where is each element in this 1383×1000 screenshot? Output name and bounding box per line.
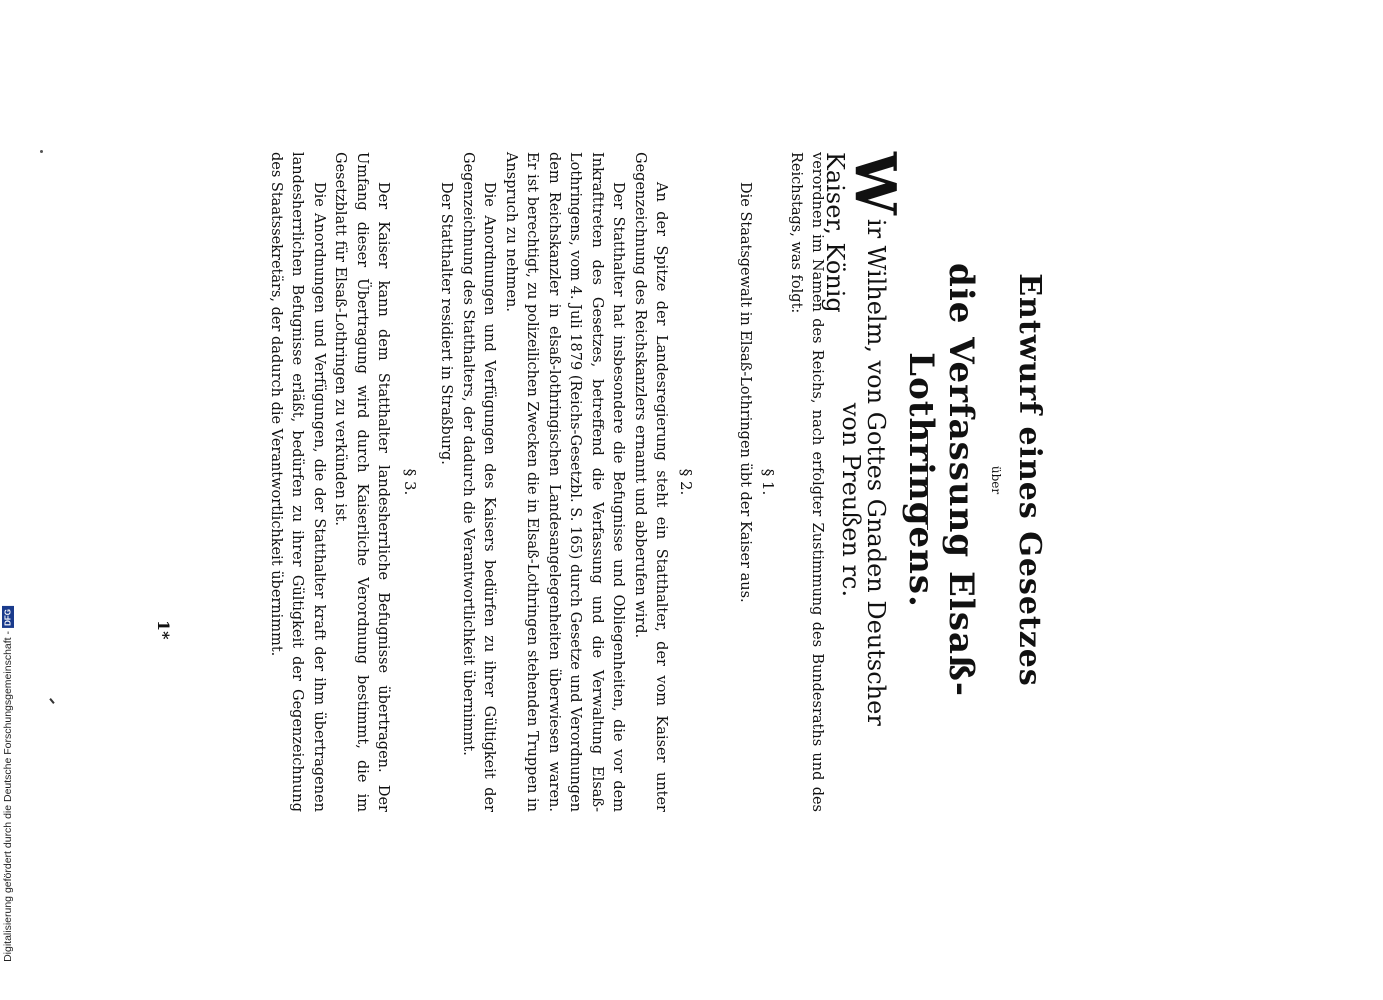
section-3-body — [264, 152, 393, 812]
intro-initial: W — [842, 152, 908, 215]
section-2-paragraph: Der Statthalter residiert in Straßburg. — [438, 182, 455, 465]
section-3-heading: § 3. — [401, 468, 419, 496]
document-subject: die Verfassung Elsaß-Lothringens. — [901, 263, 981, 697]
dfg-logo — [2, 606, 14, 628]
digitization-footer — [2, 606, 14, 962]
title-rule — [927, 430, 928, 530]
document-title: Entwurf eines Gesetzes — [1012, 273, 1047, 687]
dfg-logo-text: DFG — [3, 608, 13, 626]
intro-line-1-text: ir Wilhelm, von Gottes Gnaden Deutscher Kaiser, König — [821, 152, 890, 726]
section-3-paragraph: Der Kaiser kann dem Statthalter landesherrliche Befugnisse übertragen. Der Umfang dieser Übertragung wird durch Kaiserliche Verordnung bestimmt, die im Gesetzblatt für Elsaß-Lothringen zu verkünden ist. — [332, 152, 391, 812]
section-2-heading: § 2. — [677, 468, 695, 496]
section-1-paragraph: Die Staatsgewalt in Elsaß-Lothringen übt der Kaiser aus. — [737, 182, 753, 603]
section-2-paragraph: Die Anordnungen und Verfügungen des Kaisers bedürfen zu ihrer Gültigkeit der Gegenzeichnung des Statthalters, der dadurch die Verantwortlichkeit übernimmt. — [459, 152, 498, 812]
page-number: 1* — [154, 620, 173, 640]
intro-paragraph: verordnen im Namen des Reichs, nach erfolgter Zustimmung des Bundesraths und des Reichstags, was folgt: — [787, 152, 825, 812]
title-connector: über — [989, 465, 1003, 495]
section-3-paragraph: Die Anordnungen und Verfügungen, die der Statthalter kraft der ihm übertragenen landesherrlichen Befugnisse erläßt, bedürfen zu ihrer Gültigkeit der Gegenzeichnung des Staatssekretärs, der dadurch die Verantwortlichkeit übernimmt. — [267, 152, 327, 812]
intro-line-2: von Preußen rc. — [837, 402, 865, 598]
section-2-body — [435, 152, 671, 812]
scan-speck — [49, 698, 54, 704]
footer-text: Digitalisierung gefördert durch die Deutsche Forschungsgemeinschaft - — [2, 631, 14, 962]
section-1-heading: § 1. — [759, 468, 777, 496]
section-2-paragraph: Der Statthalter hat insbesondere die Befugnisse und Obliegenheiten, die vor dem Inkrafttreten des Gesetzes, betreffend die Verfassung und die Verwaltung Elsaß-Lothringens, vom 4. Juli 1879 (Reichs-Gesetzbl. S. 165) durch Gesetze und Verordnungen dem Reichskanzler in elsaß-lothringischen Landesangelegenheiten überwiesen waren. Er ist berechtigt, zu polizeilichen Zwecken die in Elsaß-Lothringen stehenden Truppen in Anspruch zu nehmen. — [502, 152, 627, 812]
section-2-paragraph: An der Spitze der Landesregierung steht ein Statthalter, der vom Kaiser unter Gegenzeichnung des Reichskanzlers ernannt und abberufen wird. — [631, 152, 669, 812]
scan-speck — [40, 150, 43, 153]
